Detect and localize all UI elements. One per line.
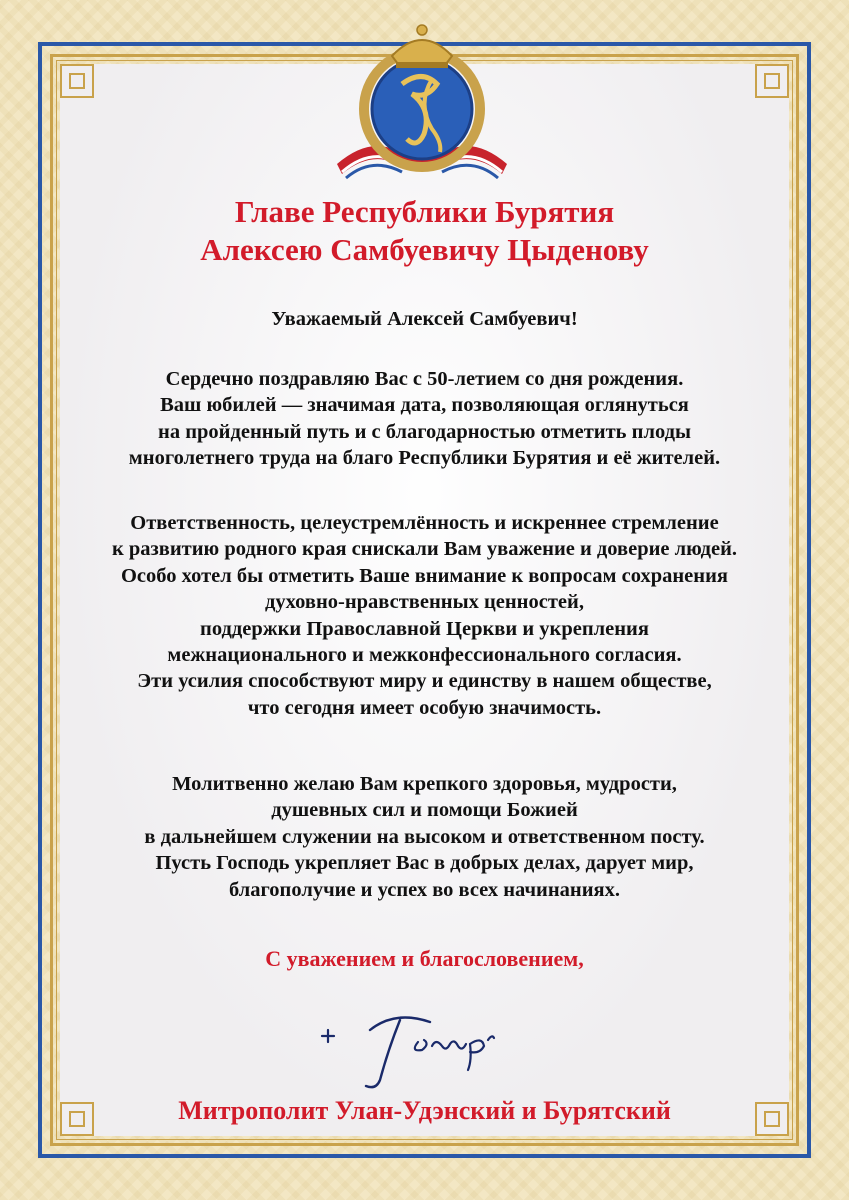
- paragraph-1: [0, 366, 849, 472]
- paragraph-line: что сегодня имеет особую значимость.: [247, 696, 602, 719]
- author-title: Митрополит Улан-Удэнский и Бурятский: [178, 1096, 671, 1125]
- paragraph-line: Ваш юбилей — значимая дата, позволяющая оглянуться: [160, 394, 689, 417]
- paragraph-line: поддержки Православной Церкви и укрепления: [200, 617, 649, 640]
- paragraph-line: в дальнейшем служении на высоком и ответственном посту.: [144, 825, 705, 848]
- closing-phrase: С уважением и благословением,: [265, 946, 584, 971]
- addressee-title-line1: Главе Республики Бурятия: [234, 194, 615, 229]
- addressee-title-line2: Алексею Самбуевичу Цыденову: [200, 232, 649, 267]
- paragraph-line: на пройденный путь и с благодарностью отметить плоды: [158, 420, 691, 443]
- paragraph-line: Пусть Господь укрепляет Вас в добрых делах, дарует мир,: [155, 852, 694, 875]
- corner-ornament-top-right: [755, 64, 789, 98]
- paragraph-line: духовно-нравственных ценностей,: [265, 591, 584, 614]
- paragraph-line: Молитвенно желаю Вам крепкого здоровья, мудрости,: [172, 773, 677, 795]
- paragraph-line: к развитию родного края снискали Вам уважение и доверие людей.: [111, 538, 738, 561]
- paragraph-line: многолетнего труда на благо Республики Бурятия и её жителей.: [128, 447, 721, 470]
- corner-ornament-top-left: [60, 64, 94, 98]
- paragraph-line: межнационального и межконфессионального согласия.: [167, 644, 682, 667]
- greeting: Уважаемый Алексей Самбуевич!: [271, 308, 578, 330]
- paragraph-line: Ответственность, целеустремлённость и искреннее стремление: [130, 512, 719, 534]
- paragraph-line: Сердечно поздравляю Вас с 50-летием со дня рождения.: [165, 368, 684, 390]
- handwritten-signature: [300, 1000, 540, 1090]
- paragraph-2: [0, 510, 849, 721]
- paragraph-line: Особо хотел бы отметить Ваше внимание к вопросам сохранения: [120, 564, 728, 587]
- paragraph-3: [0, 771, 849, 903]
- paragraph-line: Эти усилия способствуют миру и единству в нашем обществе,: [137, 670, 712, 693]
- paragraph-line: благополучие и успех во всех начинаниях.: [228, 878, 620, 901]
- monogram-emblem-icon: [332, 14, 512, 184]
- paragraph-line: душевных сил и помощи Божией: [271, 799, 578, 822]
